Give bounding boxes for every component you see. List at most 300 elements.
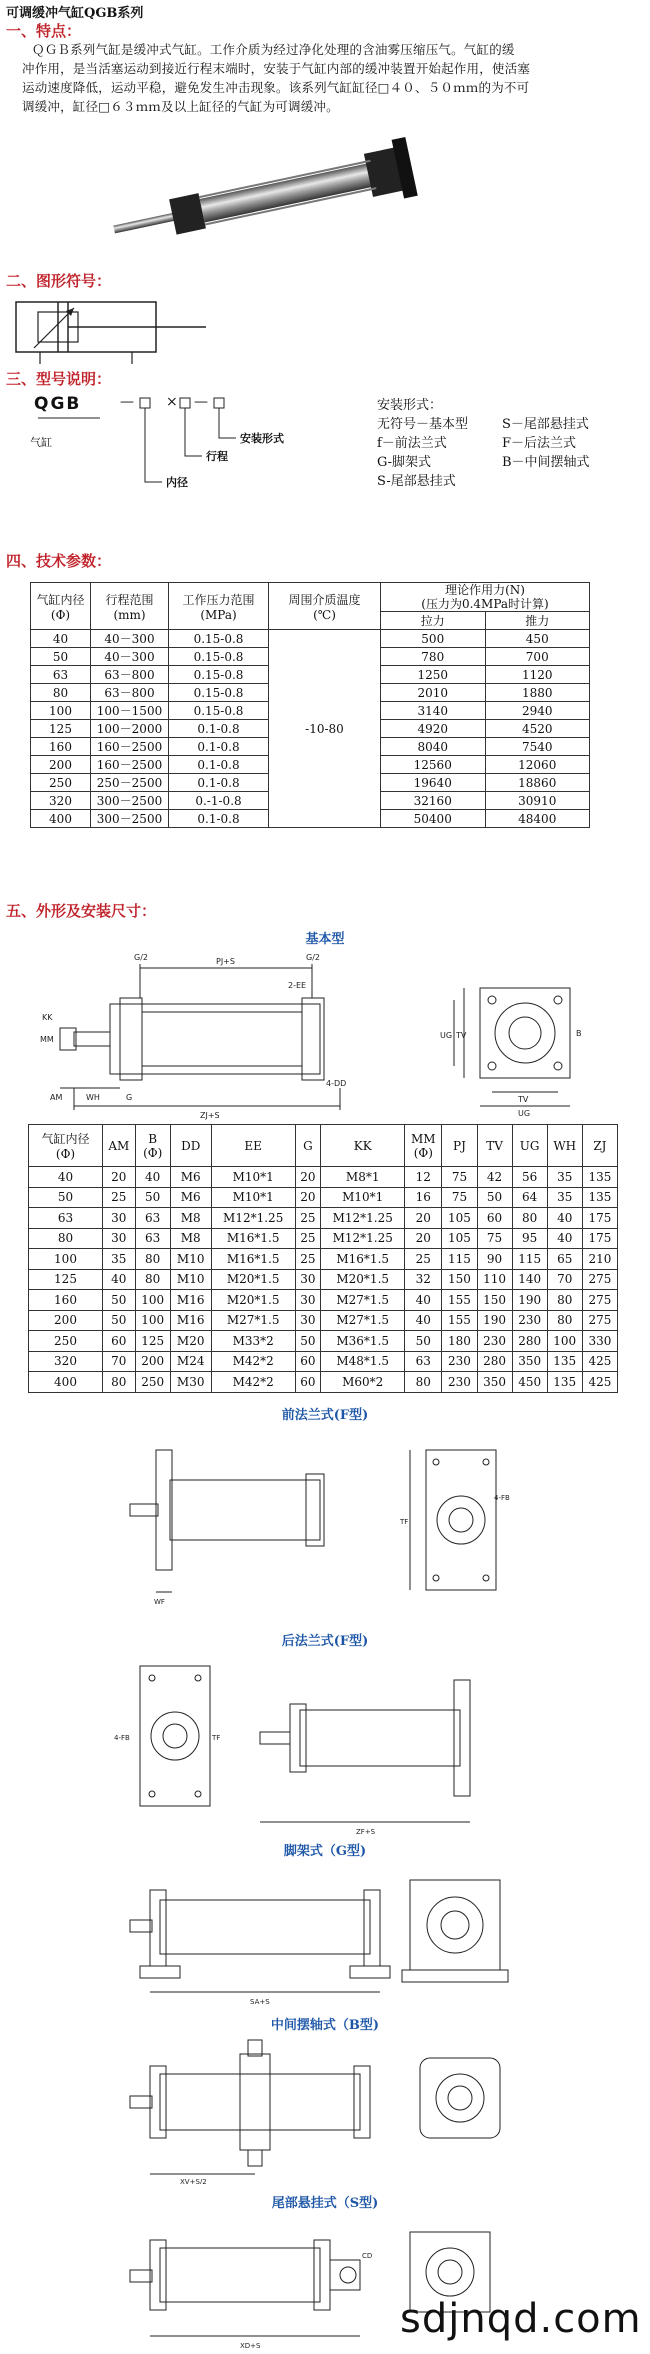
features-line: ＱＧＢ系列气缸是缓冲式气缸。工作介质为经过净化处理的含油雾压缩压气。气缸的缓 (32, 42, 515, 57)
dims-cell: 40 (405, 1290, 442, 1311)
dims-header: TV (477, 1125, 512, 1167)
basic-type-drawing (40, 948, 630, 1120)
dims-cell: M8 (170, 1208, 211, 1229)
dims-cell: 275 (582, 1269, 617, 1290)
params-cell: 0.1-0.8 (169, 738, 269, 756)
dims-cell: 100 (135, 1310, 170, 1331)
dims-cell: 63 (135, 1228, 170, 1249)
dims-cell: M16*1.5 (321, 1249, 405, 1270)
dims-cell: M20*1.5 (211, 1269, 295, 1290)
dims-cell: 50 (103, 1290, 136, 1311)
model-separator: × (166, 394, 178, 410)
dims-cell: M30 (170, 1372, 211, 1393)
params-cell: 160 (31, 738, 91, 756)
params-cell: 3140 (381, 702, 486, 720)
model-code-caption: 气缸 (30, 436, 52, 449)
dims-cell: 175 (582, 1208, 617, 1229)
install-types-row (377, 472, 590, 491)
params-cell: 2940 (485, 702, 590, 720)
rear-flange-drawing (100, 1650, 530, 1840)
dims-cell: 20 (103, 1167, 136, 1188)
dims-cell: M6 (170, 1187, 211, 1208)
dims-cell: M48*1.5 (321, 1351, 405, 1372)
dims-cell: 125 (29, 1269, 103, 1290)
mount-title: 后法兰式(F型) (281, 1634, 369, 1649)
dims-cell: 350 (477, 1372, 512, 1393)
dim-label: KK (42, 1013, 53, 1022)
dims-cell: M42*2 (211, 1372, 295, 1393)
basic-type-title: 基本型 (305, 932, 345, 947)
dims-cell: 64 (512, 1187, 547, 1208)
dims-cell: 40 (29, 1167, 103, 1188)
dims-cell: 50 (295, 1331, 321, 1352)
dims-cell: 80 (547, 1290, 582, 1311)
params-header-row (31, 583, 590, 612)
dim-label: MM (40, 1035, 54, 1044)
dims-cell: 135 (582, 1167, 617, 1188)
dims-cell: 100 (547, 1331, 582, 1352)
dim-label: CD (362, 2252, 373, 2260)
dims-cell: 425 (582, 1372, 617, 1393)
dims-cell: 190 (477, 1310, 512, 1331)
dims-cell: 30 (295, 1290, 321, 1311)
mount-title: 中间摆轴式（B型) (270, 2018, 380, 2033)
dims-cell: 90 (477, 1249, 512, 1270)
dims-cell: M20*1.5 (211, 1290, 295, 1311)
dims-cell: 60 (295, 1372, 321, 1393)
params-cell: 0.1-0.8 (169, 774, 269, 792)
dims-cell: M6 (170, 1167, 211, 1188)
model-code-diagram (30, 378, 330, 538)
dims-cell: 80 (29, 1228, 103, 1249)
params-header: 气缸内径 (Φ) (31, 583, 91, 630)
dims-cell: 450 (512, 1372, 547, 1393)
params-cell: 1120 (485, 666, 590, 684)
model-separator: — (120, 394, 134, 410)
dims-cell: 75 (442, 1187, 477, 1208)
params-cell: 19640 (381, 774, 486, 792)
features-paragraph (22, 40, 642, 116)
dims-cell: 210 (582, 1249, 617, 1270)
params-cell: 48400 (485, 810, 590, 828)
features-line: 冲作用，是当活塞运动到接近行程末端时，安装于气缸内部的缓冲装置开始起作用，使活塞 (22, 61, 531, 76)
params-cell: 0.1-0.8 (169, 810, 269, 828)
dims-header: MM (Φ) (405, 1125, 442, 1167)
dims-row (29, 1372, 618, 1393)
dims-header: G (295, 1125, 321, 1167)
params-cell: 300－2500 (91, 810, 169, 828)
params-cell: 63 (31, 666, 91, 684)
mount-title: 脚架式（G型) (283, 1844, 367, 1859)
params-cell: 40 (31, 630, 91, 648)
dim-label: G (126, 1093, 133, 1102)
mount-title: 前法兰式(F型) (281, 1408, 369, 1423)
dims-row (29, 1249, 618, 1270)
model-heading: 三、型号说明： (6, 370, 112, 388)
install-types-title: 安装形式： (377, 398, 443, 413)
dim-label: SA+S (250, 1998, 270, 2006)
params-cell: 63－800 (91, 666, 169, 684)
trunnion-drawing (110, 2034, 530, 2184)
dims-cell: 40 (405, 1310, 442, 1331)
dims-cell: 150 (477, 1290, 512, 1311)
dims-cell: 63 (135, 1208, 170, 1229)
dims-cell: 230 (442, 1351, 477, 1372)
dim-label: TV (518, 1095, 529, 1104)
params-cell: 100 (31, 702, 91, 720)
dims-row (29, 1208, 618, 1229)
model-separator: — (194, 394, 208, 410)
params-cell: 500 (381, 630, 486, 648)
dims-cell: 40 (547, 1208, 582, 1229)
dims-cell: M10 (170, 1269, 211, 1290)
dims-cell: M12*1.25 (321, 1208, 405, 1229)
dims-body (29, 1167, 618, 1393)
dims-cell: 80 (135, 1249, 170, 1270)
dims-cell: M27*1.5 (321, 1310, 405, 1331)
dims-cell: M8*1 (321, 1167, 405, 1188)
dims-cell: M27*1.5 (321, 1290, 405, 1311)
params-cell: 1880 (485, 684, 590, 702)
model-code: QGB (34, 394, 82, 414)
dims-cell: M10 (170, 1249, 211, 1270)
dims-cell: M16 (170, 1310, 211, 1331)
dims-row (29, 1290, 618, 1311)
dims-cell: 30 (295, 1310, 321, 1331)
dims-cell: 25 (295, 1249, 321, 1270)
dim-label: TF (400, 1518, 409, 1526)
dims-cell: 190 (512, 1290, 547, 1311)
dims-cell: 280 (512, 1331, 547, 1352)
dim-label: G/2 (134, 953, 148, 962)
dims-cell: 30 (103, 1228, 136, 1249)
dims-cell: M16*1.5 (211, 1228, 295, 1249)
params-table (30, 582, 590, 828)
dims-cell: 40 (103, 1269, 136, 1290)
install-type: F－后法兰式 (502, 436, 577, 451)
dims-cell: M20 (170, 1331, 211, 1352)
dims-cell: 105 (442, 1208, 477, 1229)
dims-cell: M10*1 (211, 1187, 295, 1208)
dims-cell: 80 (405, 1372, 442, 1393)
dims-cell: 35 (547, 1187, 582, 1208)
dims-cell: 350 (512, 1351, 547, 1372)
dim-label: TV (456, 1031, 467, 1040)
dims-cell: M60*2 (321, 1372, 405, 1393)
dims-cell: 140 (512, 1269, 547, 1290)
dims-cell: 50 (477, 1187, 512, 1208)
dim-label: UG (518, 1109, 531, 1118)
dims-heading: 五、外形及安装尺寸： (6, 902, 157, 920)
install-type: G-脚架式 (377, 455, 432, 470)
dims-cell: 30 (295, 1269, 321, 1290)
dims-cell: M16*1.5 (211, 1249, 295, 1270)
dims-cell: 180 (442, 1331, 477, 1352)
dims-cell: M10*1 (321, 1187, 405, 1208)
mount-title: 尾部悬挂式（S型) (271, 2196, 379, 2211)
dims-cell: 70 (103, 1351, 136, 1372)
dims-header: B (Φ) (135, 1125, 170, 1167)
params-cell: 700 (485, 648, 590, 666)
dims-header: ZJ (582, 1125, 617, 1167)
dims-cell: 100 (135, 1290, 170, 1311)
dims-cell: 40 (547, 1228, 582, 1249)
params-cell: 200 (31, 756, 91, 774)
params-cell: 32160 (381, 792, 486, 810)
dims-cell: M10*1 (211, 1167, 295, 1188)
dims-cell: 250 (29, 1331, 103, 1352)
install-types-row (377, 434, 590, 453)
install-types-row (377, 453, 590, 472)
dim-label: 2-EE (288, 981, 307, 990)
params-cell: 0.15-0.8 (169, 648, 269, 666)
dims-header-row (29, 1125, 618, 1167)
params-cell: 50 (31, 648, 91, 666)
dims-cell: 65 (547, 1249, 582, 1270)
params-cell: 2010 (381, 684, 486, 702)
front-flange-drawing (110, 1420, 510, 1630)
dims-cell: 330 (582, 1331, 617, 1352)
params-cell: 4920 (381, 720, 486, 738)
dims-cell: 100 (29, 1249, 103, 1270)
params-cell: 320 (31, 792, 91, 810)
params-cell: 160－2500 (91, 738, 169, 756)
params-cell: 100－1500 (91, 702, 169, 720)
dims-header: 气缸内径 (Φ) (29, 1125, 103, 1167)
dims-cell: 230 (477, 1331, 512, 1352)
dims-cell: 275 (582, 1290, 617, 1311)
dims-cell: 35 (547, 1167, 582, 1188)
cylinder-symbol-icon (10, 298, 220, 368)
params-cell: 18860 (485, 774, 590, 792)
dims-header: PJ (442, 1125, 477, 1167)
dims-cell: 160 (29, 1290, 103, 1311)
params-cell: 40－300 (91, 648, 169, 666)
params-header: 推力 (485, 612, 590, 630)
document-title: 可调缓冲气缸QGB系列 (6, 6, 144, 21)
dims-row (29, 1310, 618, 1331)
params-cell: 0.15-0.8 (169, 684, 269, 702)
dims-cell: 16 (405, 1187, 442, 1208)
dims-cell: M24 (170, 1351, 211, 1372)
params-cell: 8040 (381, 738, 486, 756)
dims-cell: 250 (135, 1372, 170, 1393)
label-install-type: 安装形式 (240, 432, 284, 445)
params-cell: 30910 (485, 792, 590, 810)
dims-cell: 230 (442, 1372, 477, 1393)
params-header: 理论作用力(N) (压力为0.4MPa时计算) (381, 583, 590, 612)
dims-cell: 155 (442, 1290, 477, 1311)
dims-cell: 230 (512, 1310, 547, 1331)
dims-cell: 25 (103, 1187, 136, 1208)
dims-cell: M12*1.25 (321, 1228, 405, 1249)
dims-cell: 95 (512, 1228, 547, 1249)
params-cell: 50400 (381, 810, 486, 828)
label-bore: 内径 (166, 476, 188, 489)
dim-label: ZF+S (356, 1828, 376, 1836)
install-type: B－中间摆轴式 (502, 455, 590, 470)
params-cell: 450 (485, 630, 590, 648)
dims-row (29, 1228, 618, 1249)
dims-cell: 135 (547, 1372, 582, 1393)
dim-label: 4-FB (494, 1494, 510, 1502)
dims-cell: M33*2 (211, 1331, 295, 1352)
dims-cell: 20 (405, 1208, 442, 1229)
dims-cell: 200 (135, 1351, 170, 1372)
install-type: S-尾部悬挂式 (377, 474, 456, 489)
dims-cell: 75 (477, 1228, 512, 1249)
dims-cell: 60 (477, 1208, 512, 1229)
dims-cell: 25 (405, 1249, 442, 1270)
dims-cell: M12*1.25 (211, 1208, 295, 1229)
params-cell: 400 (31, 810, 91, 828)
params-cell: 250－2500 (91, 774, 169, 792)
params-cell: 1250 (381, 666, 486, 684)
dims-cell: 12 (405, 1167, 442, 1188)
dims-cell: 20 (405, 1228, 442, 1249)
params-cell: 63－800 (91, 684, 169, 702)
dim-label: 4-DD (326, 1079, 347, 1088)
dims-cell: 63 (29, 1208, 103, 1229)
dims-cell: 50 (405, 1331, 442, 1352)
dims-row (29, 1187, 618, 1208)
dims-cell: 135 (582, 1187, 617, 1208)
dims-cell: 80 (135, 1269, 170, 1290)
dim-label: G/2 (306, 953, 320, 962)
params-cell: 0.1-0.8 (169, 720, 269, 738)
params-cell: 0.15-0.8 (169, 666, 269, 684)
dims-cell: 155 (442, 1310, 477, 1331)
params-cell: 0.-1-0.8 (169, 792, 269, 810)
dims-cell: 80 (103, 1372, 136, 1393)
dim-label: WF (154, 1598, 165, 1606)
dims-cell: 275 (582, 1310, 617, 1331)
params-cell: 12060 (485, 756, 590, 774)
dim-label: B (576, 1029, 582, 1038)
params-cell: 0.15-0.8 (169, 702, 269, 720)
cylinder-photo (100, 120, 500, 250)
params-cell: 250 (31, 774, 91, 792)
params-cell: 4520 (485, 720, 590, 738)
dims-cell: 110 (477, 1269, 512, 1290)
params-cell: 125 (31, 720, 91, 738)
params-heading: 四、技术参数： (6, 552, 112, 570)
dim-label: XV+S/2 (180, 2178, 207, 2184)
dims-cell: 115 (442, 1249, 477, 1270)
dims-header: AM (103, 1125, 136, 1167)
features-line: 运动速度降低，运动平稳，避免发生冲击现象。该系列气缸缸径□４０、５０ｍｍ的为不可 (22, 80, 530, 95)
label-stroke: 行程 (206, 450, 228, 463)
dim-label: ZJ+S (200, 1111, 220, 1120)
dims-cell: M8 (170, 1228, 211, 1249)
install-types-list (377, 396, 590, 491)
params-cell: 160－2500 (91, 756, 169, 774)
params-cell: 7540 (485, 738, 590, 756)
dims-cell: M36*1.5 (321, 1331, 405, 1352)
dims-cell: 75 (442, 1167, 477, 1188)
install-type: 无符号－基本型 (377, 417, 469, 432)
params-header: 工作压力范围 (MPa) (169, 583, 269, 630)
install-types-row (377, 415, 590, 434)
dims-cell: 70 (547, 1269, 582, 1290)
params-cell: 0.1-0.8 (169, 756, 269, 774)
dims-cell: 30 (103, 1208, 136, 1229)
dim-label: AM (50, 1093, 63, 1102)
dims-cell: 105 (442, 1228, 477, 1249)
dims-header: KK (321, 1125, 405, 1167)
dims-cell: 150 (442, 1269, 477, 1290)
dims-cell: 280 (477, 1351, 512, 1372)
params-header: 周围介质温度 (℃) (269, 583, 381, 630)
dims-cell: 320 (29, 1351, 103, 1372)
dims-cell: 32 (405, 1269, 442, 1290)
install-type: f－前法兰式 (377, 436, 447, 451)
dims-header: EE (211, 1125, 295, 1167)
dims-cell: 200 (29, 1310, 103, 1331)
dims-cell: M16 (170, 1290, 211, 1311)
dims-cell: 115 (512, 1249, 547, 1270)
features-line: 调缓冲，缸径□６３ｍｍ及以上缸径的气缸为可调缓冲。 (22, 99, 339, 114)
dims-row (29, 1351, 618, 1372)
dim-label: 4-FB (114, 1734, 130, 1742)
dim-label: PJ+S (216, 957, 235, 966)
features-heading: 一、特点： (6, 22, 82, 40)
dims-cell: M42*2 (211, 1351, 295, 1372)
dim-label: UG (440, 1031, 453, 1040)
symbol-heading: 二、图形符号： (6, 272, 112, 290)
params-header: 行程范围 (mm) (91, 583, 169, 630)
dims-cell: 50 (29, 1187, 103, 1208)
params-cell: 780 (381, 648, 486, 666)
params-cell: 12560 (381, 756, 486, 774)
dims-cell: 20 (295, 1167, 321, 1188)
dims-cell: 63 (405, 1351, 442, 1372)
dims-cell: 135 (547, 1351, 582, 1372)
params-row (31, 630, 590, 648)
dims-cell: 125 (135, 1331, 170, 1352)
params-temp-cell: -10-80 (269, 630, 381, 828)
dims-table (28, 1124, 618, 1393)
foot-mount-drawing (110, 1860, 530, 2010)
install-type: S－尾部悬挂式 (502, 417, 589, 432)
dims-cell: 25 (295, 1228, 321, 1249)
dims-cell: 42 (477, 1167, 512, 1188)
params-cell: 100－2000 (91, 720, 169, 738)
dim-label: XD+S (240, 2342, 261, 2350)
dims-cell: 60 (295, 1351, 321, 1372)
dims-cell: 50 (135, 1187, 170, 1208)
dims-cell: 60 (103, 1331, 136, 1352)
dims-cell: 80 (512, 1208, 547, 1229)
dims-cell: 20 (295, 1187, 321, 1208)
params-header: 拉力 (381, 612, 486, 630)
dims-row (29, 1269, 618, 1290)
dims-row (29, 1331, 618, 1352)
dims-cell: 175 (582, 1228, 617, 1249)
dims-row (29, 1167, 618, 1188)
dim-label: TF (212, 1734, 221, 1742)
dim-label: WH (86, 1093, 100, 1102)
dims-cell: M27*1.5 (211, 1310, 295, 1331)
dims-cell: 25 (295, 1208, 321, 1229)
dims-cell: 40 (135, 1167, 170, 1188)
dims-cell: M20*1.5 (321, 1269, 405, 1290)
dims-cell: 35 (103, 1249, 136, 1270)
dims-header: WH (547, 1125, 582, 1167)
params-cell: 80 (31, 684, 91, 702)
params-cell: 40－300 (91, 630, 169, 648)
dims-cell: 50 (103, 1310, 136, 1331)
